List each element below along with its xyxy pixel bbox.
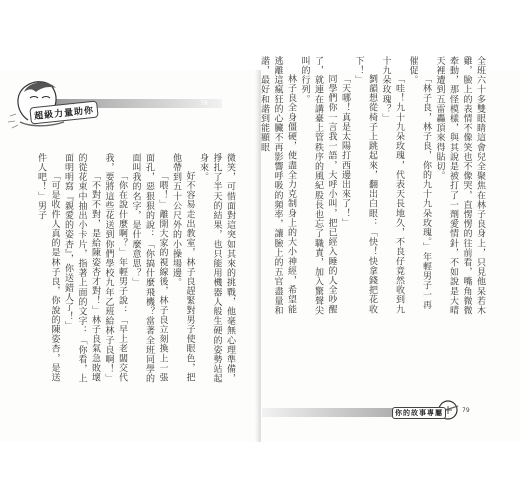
header-page-number: 78 [200,100,208,107]
text-paragraph: 好不容易走出教室，林子良趕緊對男子使眼色，把他帶到五十公尺外的小操場邊。 [171,153,195,383]
right-page-text [259,56,486,316]
text-paragraph: 微笑，可惜面對這突如其來的挑戰，他毫無心理準備，掙扎了半天的結果，也只能用機器人般生硬的姿勢站起身來。 [198,153,235,384]
text-paragraph: 「天哪！真是太陽打西邊出來了！」 [340,74,350,228]
text-paragraph: 「你在說什麼啊？」年輕男子說：「早上老闆交代我，要將這些花送到你們學校九年乙班給林子良啊！」 [103,153,127,384]
text-paragraph: 全班六十多雙眼睛這會兒全聚焦在林子良身上，只見他呆若木雞，臉上的表情不像笑也不像哭，直愣愣的往前看，嘴角微微牽動，那怪模樣，與其說是被打了一劑愛情針，不如說是大晴天裡遭到五雷轟頂來得貼切。 [434,56,485,316]
text-paragraph: 劉韻想從椅子上跳起來，翻出白眼：「快！快拿錢把花收下！」 [353,56,377,314]
text-paragraph: 「可是收件人真的是林子良，你說的陳姿杏，是送件人吧！」男子 [36,153,60,383]
text-paragraph: 「不對不對，是給陳姿杏才對！」林子良氣急敗壞的從花束中抽出小卡片，指著上面的文字：「你看，上面明明寫『親愛的姿杏』，你送錯人了！」 [63,153,100,384]
right-page [259,56,520,442]
footer-page-number: 79 [462,407,470,414]
footer-logo-title: 你的故事專屬 [392,407,446,419]
text-paragraph: 林子良全身僵硬，使盡全力克制身上的大小神經，希望能逃離這瘋狂的心臟不再影響呼吸的頻率，讓臉上的五官盡量和諧，最好和諧到能顯眼 [259,56,296,316]
left-page-text [36,153,236,391]
text-paragraph: 「哇！九十九朵玫瑰，代表天長地久，不良仔竟然收到九十九朵玫瑰？」 [380,56,404,314]
text-paragraph: 「喂！」離開大家的視線後，林子良立刻換上一張面孔，惡狠狠的說：「你搞什麼飛機？當著全班同學的面叫我的名字，是什麼意思？」 [130,153,168,384]
text-paragraph: 同學們你一言我一語，大呼小叫，把已經入睡的人全吵醒了，就連在講臺上管秩序的風紀股長也忘了職責，加入驚聲尖叫的行列。 [299,56,337,316]
series-logo-title: 超級力量助你 [29,100,98,124]
text-paragraph: 「林子良，林子良，你的九十九朵玫瑰。」年輕男子一再催促。 [407,56,431,310]
left-page [0,70,259,442]
book-spread [0,56,520,442]
